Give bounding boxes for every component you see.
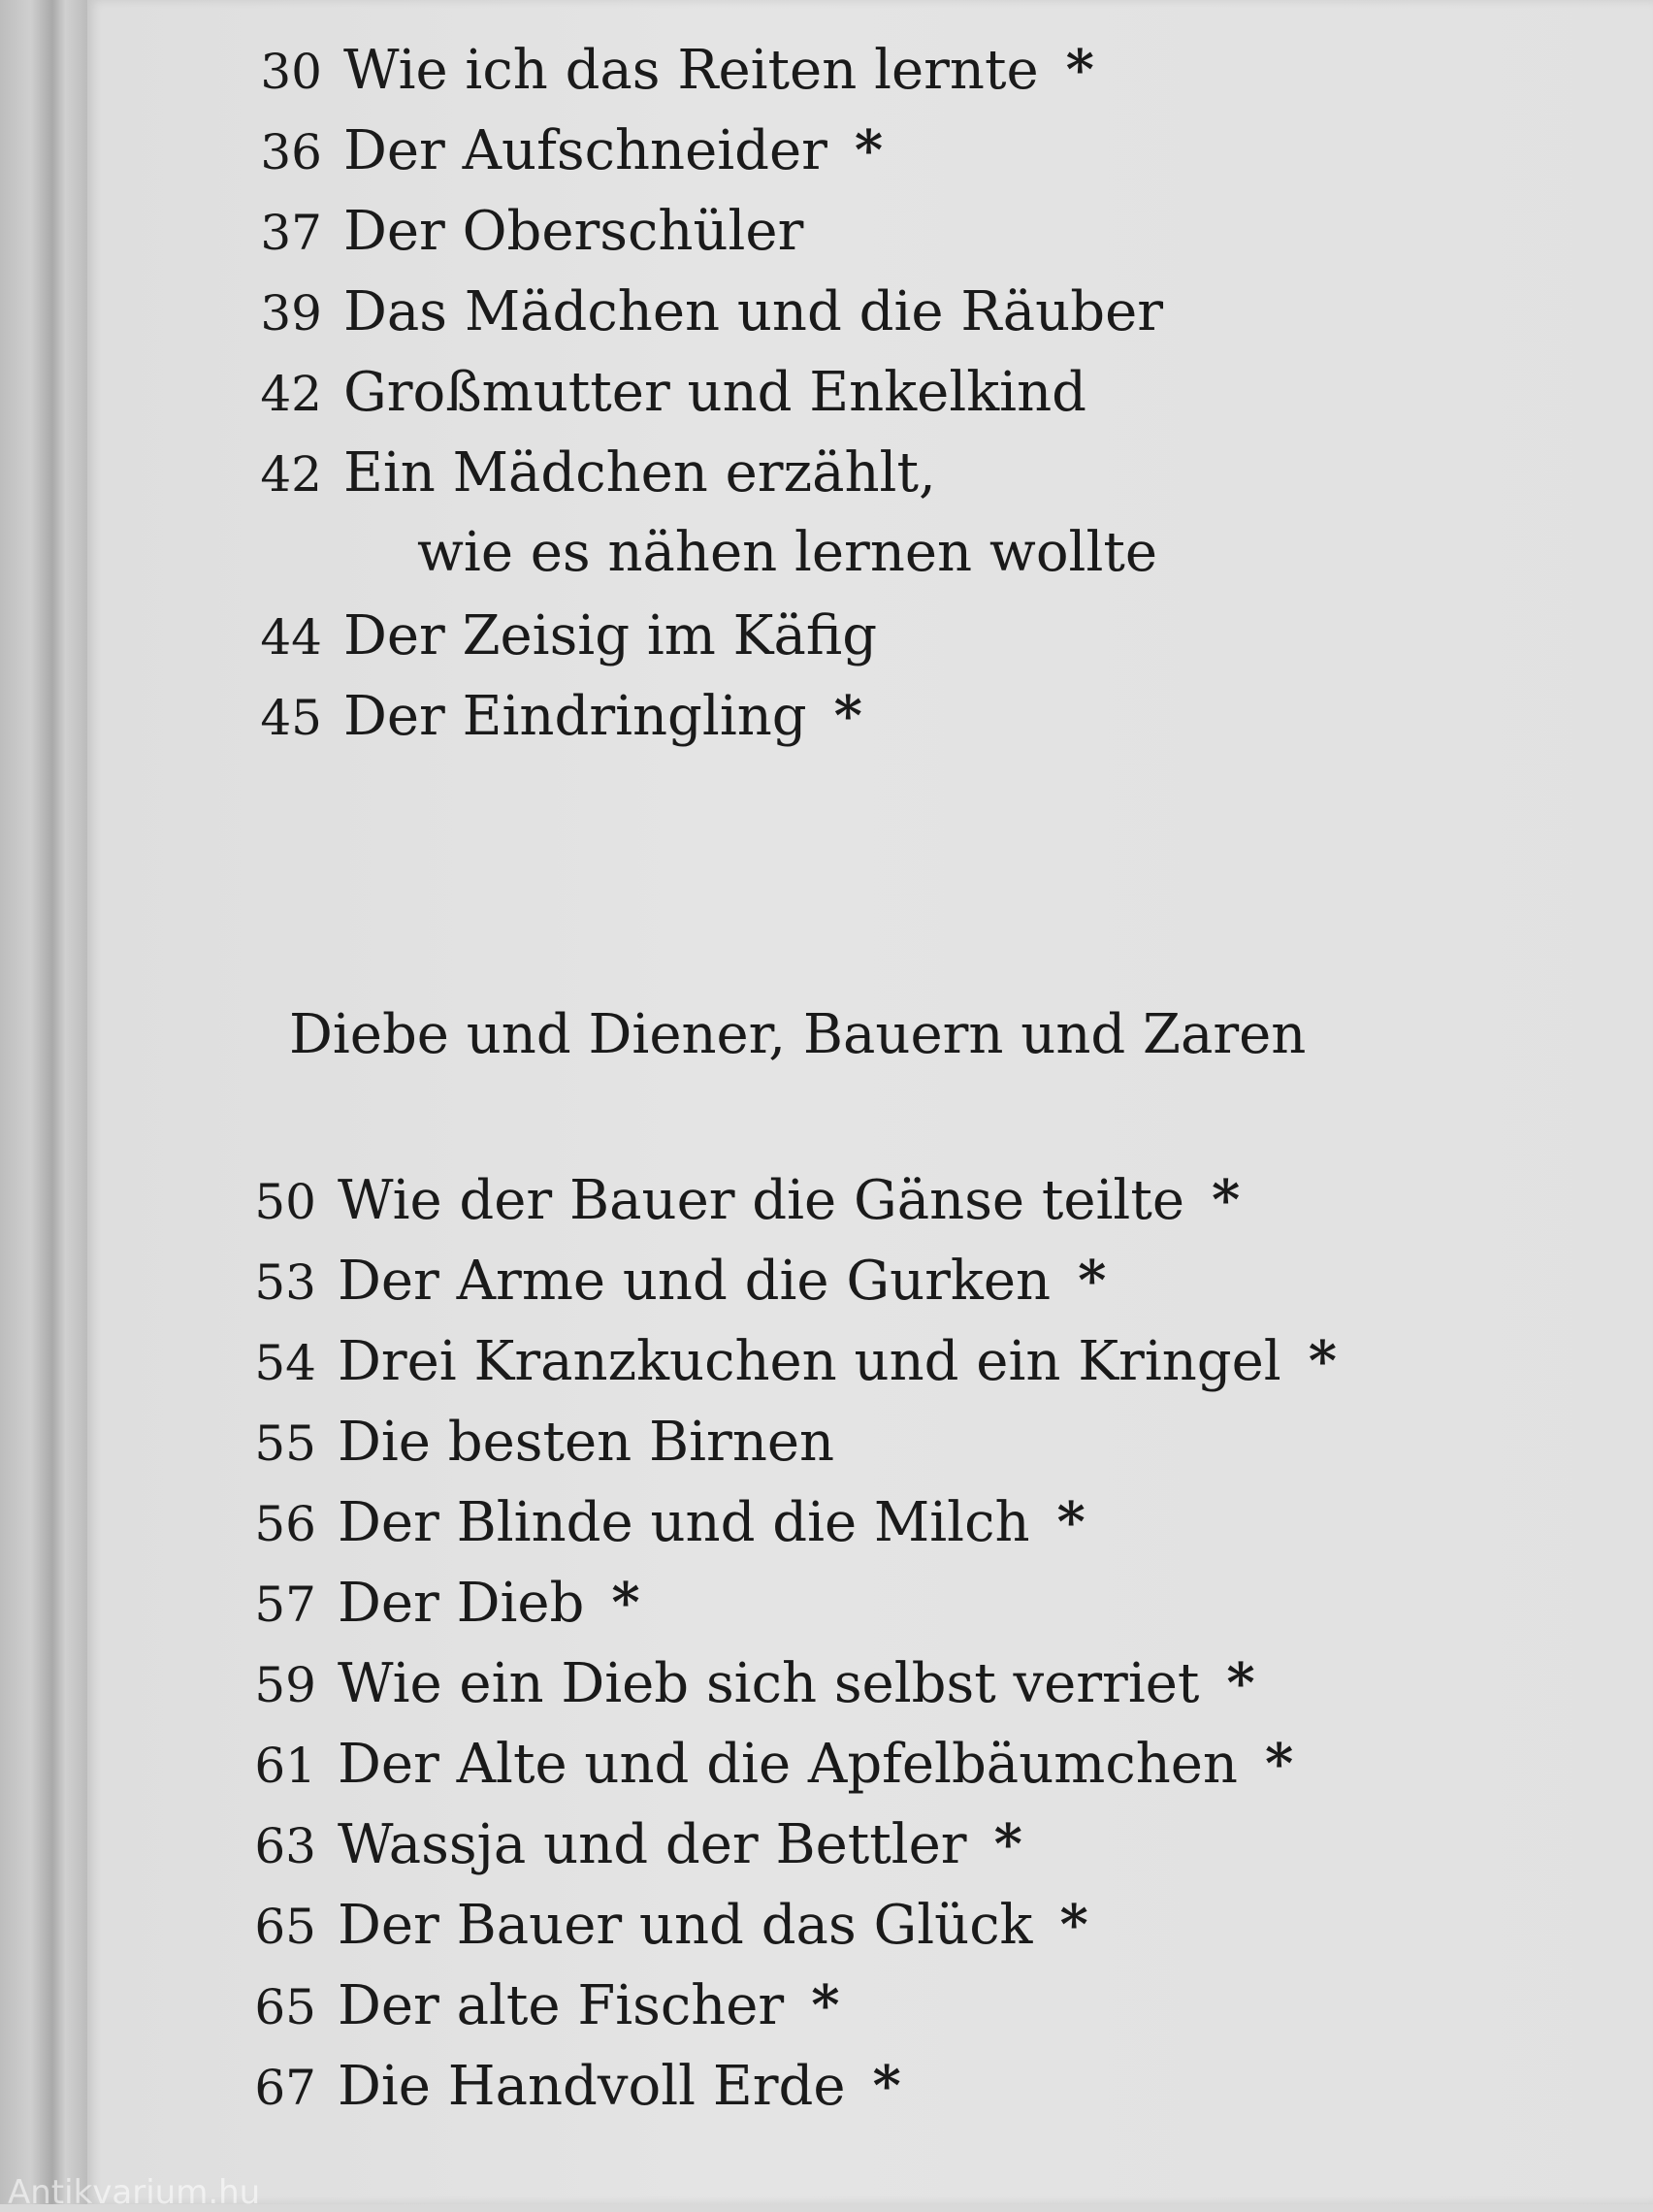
toc-page-number: 59 xyxy=(254,1657,316,1713)
asterisk-marker: * xyxy=(1308,1329,1337,1393)
toc-entry xyxy=(225,685,862,749)
asterisk-marker: * xyxy=(833,684,862,748)
toc-page-number: 45 xyxy=(260,690,322,746)
toc-title: Der Dieb xyxy=(338,1572,585,1635)
toc-entry xyxy=(225,280,1190,344)
toc-entry xyxy=(219,1652,1255,1716)
toc-page-number: 67 xyxy=(254,2060,316,2116)
toc-title: Der Alte und die Apfelbäumchen xyxy=(338,1733,1238,1796)
toc-title: Wie ein Dieb sich selbst verriet xyxy=(338,1652,1200,1715)
toc-page-number: 30 xyxy=(260,44,322,100)
section-heading: Diebe und Diener, Bauern und Zaren xyxy=(289,1003,1307,1066)
toc-title: Wie ich das Reiten lernte xyxy=(343,39,1039,102)
toc-title: Der Arme und die Gurken xyxy=(338,1250,1052,1313)
toc-entry xyxy=(219,1330,1337,1394)
toc-page-number: 55 xyxy=(254,1415,316,1472)
toc-entry xyxy=(225,604,904,668)
toc-page-number: 63 xyxy=(254,1818,316,1874)
asterisk-marker: * xyxy=(611,1571,640,1635)
toc-title: Der Oberschüler xyxy=(343,200,804,263)
toc-page-number: 50 xyxy=(254,1174,316,1230)
toc-page-number: 57 xyxy=(254,1577,316,1633)
book-binding-gutter xyxy=(0,0,87,2204)
asterisk-marker: * xyxy=(993,1812,1022,1876)
asterisk-marker: * xyxy=(1226,1651,1255,1715)
toc-entry xyxy=(225,441,963,505)
toc-title: Der Zeisig im Käfig xyxy=(343,604,878,667)
toc-page-number: 44 xyxy=(260,609,322,666)
watermark: Antikvarium.hu xyxy=(8,2173,261,2212)
toc-entry xyxy=(225,200,830,264)
toc-page-number: 37 xyxy=(260,205,322,261)
toc-title: Das Mädchen und die Räuber xyxy=(343,280,1163,343)
toc-entry xyxy=(219,1491,1086,1555)
toc-page-number: 36 xyxy=(260,124,322,180)
asterisk-marker: * xyxy=(1078,1249,1107,1313)
toc-title: Die Handvoll Erde xyxy=(338,2055,846,2118)
toc-title: Der Eindringling xyxy=(343,685,807,748)
toc-entry xyxy=(219,1169,1240,1233)
toc-title: Die besten Birnen xyxy=(338,1411,835,1474)
asterisk-marker: * xyxy=(1265,1732,1294,1796)
toc-entry xyxy=(225,39,1094,103)
toc-entry xyxy=(225,361,1114,425)
toc-entry xyxy=(225,119,883,183)
toc-title: Der Blinde und die Milch xyxy=(338,1491,1030,1554)
toc-page-number: 56 xyxy=(254,1496,316,1552)
toc-title: Wassja und der Bettler xyxy=(338,1813,967,1876)
toc-title: Drei Kranzkuchen und ein Kringel xyxy=(338,1330,1281,1393)
toc-page-number: 53 xyxy=(254,1254,316,1311)
toc-page-number: 42 xyxy=(260,446,322,503)
toc-title: Der Bauer und das Glück xyxy=(338,1894,1033,1957)
toc-entry xyxy=(219,1894,1088,1958)
toc-entry xyxy=(219,1974,840,2038)
toc-title: Der alte Fischer xyxy=(338,1974,785,2037)
asterisk-marker: * xyxy=(1211,1168,1241,1232)
toc-title: Wie der Bauer die Gänse teilte xyxy=(338,1169,1184,1232)
toc-entry xyxy=(219,1411,861,1475)
toc-entry xyxy=(219,1733,1293,1797)
toc-entry xyxy=(219,2055,901,2119)
toc-title: Ein Mädchen erzählt, xyxy=(343,441,936,504)
asterisk-marker: * xyxy=(1059,1893,1088,1957)
toc-page-number: 39 xyxy=(260,285,322,342)
toc-page-number: 65 xyxy=(254,1899,316,1955)
toc-title: Der Aufschneider xyxy=(343,119,827,182)
toc-entry xyxy=(219,1813,1022,1877)
asterisk-marker: * xyxy=(1056,1490,1086,1554)
toc-page-number: 65 xyxy=(254,1979,316,2035)
asterisk-marker: * xyxy=(811,1973,840,2037)
toc-page-number: 42 xyxy=(260,366,322,422)
toc-page-number: 54 xyxy=(254,1335,316,1391)
toc-entry xyxy=(219,1572,640,1636)
toc-page-number: 61 xyxy=(254,1738,316,1794)
toc-title-continuation: wie es nähen lernen wollte xyxy=(417,521,1157,584)
asterisk-marker: * xyxy=(854,118,884,182)
asterisk-marker: * xyxy=(1065,38,1094,102)
asterisk-marker: * xyxy=(872,2054,901,2118)
toc-entry xyxy=(219,1250,1106,1314)
toc-title: Großmutter und Enkelkind xyxy=(343,361,1086,424)
